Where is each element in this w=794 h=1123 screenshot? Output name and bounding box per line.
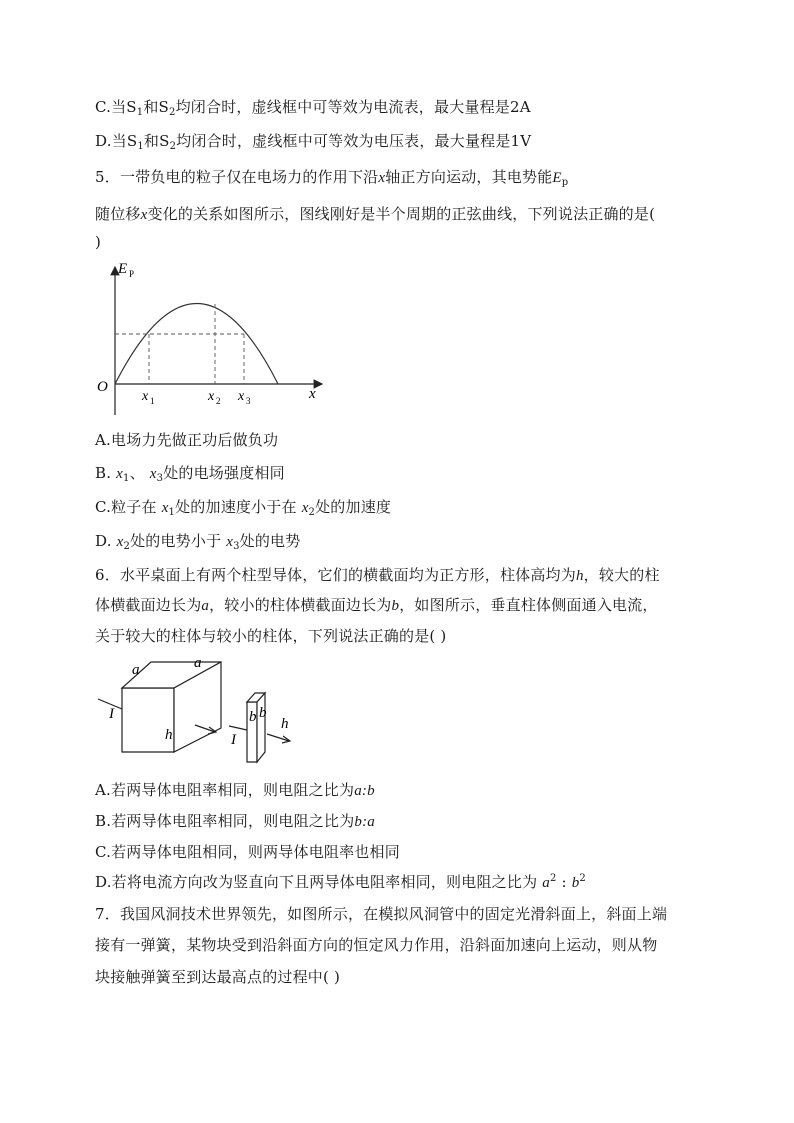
text: 5．一带负电的粒子仅在电场力的作用下沿 bbox=[95, 168, 379, 186]
text: 随位移 bbox=[95, 205, 141, 223]
tick-x1-sub: 1 bbox=[150, 396, 155, 406]
var-x: x bbox=[301, 500, 309, 516]
q7-stem-line2: 接有一弹簧，某物块受到沿斜面方向的恒定风力作用，沿斜面加速向上运动，则从物 bbox=[95, 936, 658, 954]
big-current-label: I bbox=[109, 706, 114, 722]
subscript: 2 bbox=[169, 107, 176, 118]
prev-option-c bbox=[95, 96, 531, 118]
var-x: x bbox=[378, 170, 386, 186]
subscript: 1 bbox=[168, 507, 176, 518]
var-a: a bbox=[542, 875, 550, 891]
origin-label: O bbox=[97, 379, 108, 395]
subscript: 3 bbox=[156, 473, 164, 484]
text: 变化的关系如图所示，图线刚好是半个周期的正弦曲线，下列说法正确的是( bbox=[147, 205, 656, 223]
q6-option-a bbox=[95, 779, 375, 800]
subscript: 1 bbox=[123, 473, 130, 484]
text: B. bbox=[95, 464, 117, 482]
big-top-right-label: a bbox=[194, 655, 202, 671]
text: ，如图所示，垂直柱体侧面通入电流， bbox=[399, 596, 658, 614]
var-b: b bbox=[391, 598, 400, 614]
text: C.当S bbox=[95, 98, 137, 116]
q5-stem-line1 bbox=[95, 166, 568, 188]
text: 处的电势 bbox=[239, 532, 301, 550]
q5-option-c bbox=[95, 496, 391, 518]
text: 处的加速度小于在 bbox=[175, 498, 302, 516]
conductors-figure bbox=[95, 652, 325, 764]
q7-stem-line3: 块接触弹簧至到达最高点的过程中( ) bbox=[95, 968, 341, 986]
text: 处的电场强度相同 bbox=[163, 464, 285, 482]
var-x: x bbox=[116, 466, 124, 482]
text: 、 bbox=[129, 464, 150, 482]
var-x: x bbox=[226, 534, 234, 550]
small-height-label: h bbox=[281, 716, 289, 732]
q5-option-d bbox=[95, 530, 300, 552]
tick-x2: x bbox=[208, 389, 215, 404]
text: D.当S bbox=[95, 132, 138, 150]
tick-x1: x bbox=[142, 389, 149, 404]
q6-stem-line2 bbox=[95, 594, 658, 615]
q6-option-b bbox=[95, 810, 375, 831]
q5-option-a: A.电场力先做正功后做负功 bbox=[95, 431, 279, 449]
small-current-label: I bbox=[231, 732, 236, 748]
text: B.若两导体电阻率相同，则电阻之比为 bbox=[95, 812, 355, 830]
prev-option-d bbox=[95, 130, 531, 152]
var-h: h bbox=[575, 568, 584, 584]
tick-x2-sub: 2 bbox=[216, 396, 221, 406]
superscript: 2 bbox=[549, 873, 557, 884]
subscript: 1 bbox=[136, 107, 144, 118]
text: 轴正方向运动，其电势能 bbox=[385, 168, 553, 186]
var-x: x bbox=[161, 500, 169, 516]
text: 均闭合时，虚线框中可等效为电压表，最大量程是1V bbox=[176, 132, 532, 150]
subscript: 2 bbox=[169, 141, 177, 152]
superscript: 2 bbox=[579, 873, 586, 884]
text: ，较大的柱 bbox=[583, 566, 660, 584]
var-e: E bbox=[552, 170, 562, 186]
text: 和S bbox=[143, 132, 170, 150]
small-face-right-label: b bbox=[259, 705, 267, 721]
ratio: a:b bbox=[354, 783, 375, 799]
energy-position-graph bbox=[92, 255, 332, 420]
var-x: x bbox=[116, 534, 124, 550]
x-axis-label: x bbox=[309, 386, 316, 402]
small-current-wire bbox=[229, 726, 247, 730]
text: 6．水平桌面上有两个柱型导体，它们的横截面均为正方形，柱体高均为 bbox=[95, 566, 576, 584]
text: 处的电势小于 bbox=[130, 532, 227, 550]
q5-stem-line3: ) bbox=[95, 233, 102, 251]
var-b: b bbox=[571, 875, 580, 891]
q6-stem-line3: 关于较大的柱体与较小的柱体，下列说法正确的是( ) bbox=[95, 627, 447, 645]
subscript: 1 bbox=[137, 141, 144, 152]
var-x: x bbox=[149, 466, 157, 482]
text: ，较小的柱体横截面边长为 bbox=[209, 596, 392, 614]
text: D.若将电流方向改为竖直向下且两导体电阻率相同，则电阻之比为 bbox=[95, 873, 543, 891]
small-face-left-label: b bbox=[249, 709, 257, 725]
sine-curve bbox=[115, 304, 278, 385]
tick-x3-sub: 3 bbox=[246, 396, 251, 406]
q5-option-b bbox=[95, 462, 285, 484]
text: C.粒子在 bbox=[95, 498, 162, 516]
text: 和S bbox=[143, 98, 170, 116]
subscript: 3 bbox=[233, 541, 240, 552]
big-top-left-label: a bbox=[132, 662, 140, 678]
y-axis-label: E bbox=[118, 261, 128, 277]
text: A.若两导体电阻率相同，则电阻之比为 bbox=[95, 781, 355, 799]
ratio: b:a bbox=[354, 814, 376, 830]
text: 处的加速度 bbox=[315, 498, 392, 516]
q7-stem-line1: 7．我国风洞技术世界领先，如图所示，在模拟风洞管中的固定光滑斜面上，斜面上端 bbox=[95, 905, 668, 923]
big-height-label: h bbox=[165, 727, 173, 743]
var-x: x bbox=[140, 207, 148, 223]
subscript: 2 bbox=[308, 507, 316, 518]
q6-stem-line1 bbox=[95, 564, 660, 585]
var-a: a bbox=[201, 598, 210, 614]
q6-option-d bbox=[95, 871, 586, 892]
small-prism-side bbox=[257, 693, 265, 762]
q5-stem-line2 bbox=[95, 203, 655, 224]
text: 均闭合时，虚线框中可等效为电流表，最大量程是2A bbox=[175, 98, 531, 116]
subscript: 2 bbox=[123, 541, 131, 552]
text: D. bbox=[95, 532, 117, 550]
q6-option-c: C.若两导体电阻相同，则两导体电阻率也相同 bbox=[95, 843, 400, 861]
text: 体横截面边长为 bbox=[95, 596, 202, 614]
subscript: p bbox=[561, 177, 569, 188]
y-axis-sub: P bbox=[129, 269, 135, 279]
text: : bbox=[556, 873, 572, 891]
tick-x3: x bbox=[238, 389, 245, 404]
